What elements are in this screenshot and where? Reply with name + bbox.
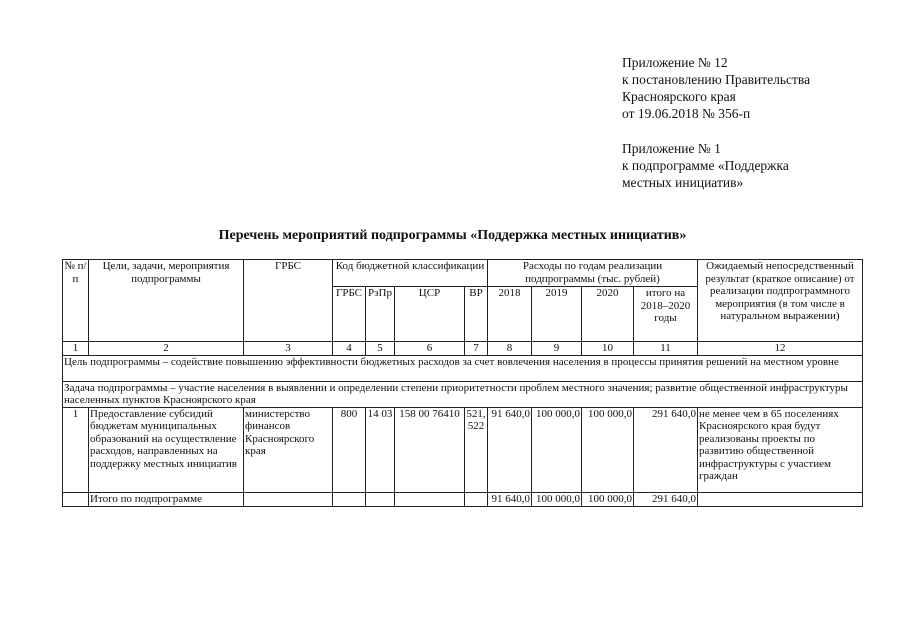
itogo-2020: 100 000,0	[582, 492, 634, 506]
row-rzpr: 14 03	[366, 407, 395, 492]
row-result: не менее чем в 65 поселениях Красноярского края будут реализованы проекты по развитию общественной инфраструктуры с участием граждан	[698, 407, 863, 492]
header-line: местных инициатив»	[622, 175, 744, 190]
column-number: 11	[634, 342, 698, 356]
header-expenses: Расходы по годам реализации подпрограммы (тыс. рублей)	[488, 260, 698, 287]
row-2019: 100 000,0	[532, 407, 582, 492]
column-number: 10	[582, 342, 634, 356]
itogo-total: 291 640,0	[634, 492, 698, 506]
header-line: Приложение № 1	[622, 141, 721, 156]
subheader-2020: 2020	[582, 287, 634, 342]
task-row: Задача подпрограммы – участие населения в выявлении и определении степени приоритетности проблем местного значения; развитие общественной инфраструктуры населенных пунктов Красноярского края	[63, 381, 863, 407]
header-result: Ожидаемый непосредственный результат (краткое описание) от реализации подпрограммного мероприятия (в том числе в натуральном выражении)	[698, 260, 863, 342]
row-2018: 91 640,0	[488, 407, 532, 492]
row-grbs-name: министерство финансов Красноярского края	[244, 407, 333, 492]
header-line: от 19.06.2018 № 356-п	[622, 106, 751, 121]
goal-row: Цель подпрограммы – содействие повышению эффективности бюджетных расходов за счет вовлечения населения в процессы принятия решений на местном уровне	[63, 355, 863, 381]
row-num: 1	[63, 407, 89, 492]
column-number: 9	[532, 342, 582, 356]
row-2020: 100 000,0	[582, 407, 634, 492]
column-number: 6	[395, 342, 465, 356]
column-number: 7	[465, 342, 488, 356]
document-header	[622, 54, 810, 191]
header-line: Красноярского края	[622, 89, 736, 104]
itogo-label: Итого по подпрограмме	[89, 492, 244, 506]
header-line: к постановлению Правительства	[622, 72, 811, 87]
itogo-2018: 91 640,0	[488, 492, 532, 506]
column-number: 2	[89, 342, 244, 356]
subheader-grbs: ГРБС	[333, 287, 366, 342]
row-total: 291 640,0	[634, 407, 698, 492]
header-grbs: ГРБС	[244, 260, 333, 342]
column-number: 3	[244, 342, 333, 356]
subheader-2018: 2018	[488, 287, 532, 342]
header-line: Приложение № 12	[622, 55, 728, 70]
document-title: Перечень мероприятий подпрограммы «Поддержка местных инициатив»	[218, 228, 687, 243]
subheader-csr: ЦСР	[395, 287, 465, 342]
column-number: 12	[698, 342, 863, 356]
row-measure-name: Предоставление субсидий бюджетам муниципальных образований на осуществление расходов, направленных на поддержку местных инициатив	[89, 407, 244, 492]
row-vr: 521, 522	[465, 407, 488, 492]
header-num: № п/п	[63, 260, 89, 342]
itogo-2019: 100 000,0	[532, 492, 582, 506]
header-line: к подпрограмме «Поддержка	[622, 158, 789, 173]
row-grbs-code: 800	[333, 407, 366, 492]
header-code: Код бюджетной классификации	[333, 260, 488, 287]
subheader-rzpr: РзПр	[366, 287, 395, 342]
column-number: 1	[63, 342, 89, 356]
column-number: 8	[488, 342, 532, 356]
header-goals: Цели, задачи, мероприятия подпрограммы	[89, 260, 244, 342]
subheader-2019: 2019	[532, 287, 582, 342]
column-number: 5	[366, 342, 395, 356]
column-number: 4	[333, 342, 366, 356]
subheader-total: итого на 2018–2020 годы	[634, 287, 698, 342]
measures-table	[62, 259, 863, 507]
subheader-vr: ВР	[465, 287, 488, 342]
row-csr: 158 00 76410	[395, 407, 465, 492]
